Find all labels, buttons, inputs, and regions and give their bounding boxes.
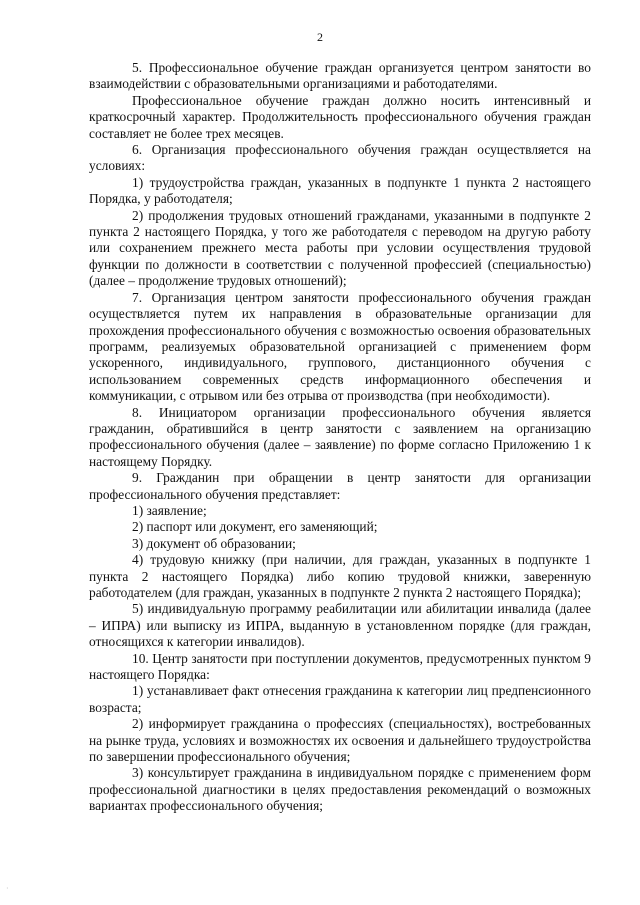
paragraph-8: 8. Инициатором организации профессионального обучения является гражданин, обратившийся в центр занятости с заявлением на организацию профессионального обучения (далее – заявление) по форме согласно Приложению 1 к настоящему Порядку. <box>89 404 591 469</box>
paragraph-6: 6. Организация профессионального обучения граждан осуществляется на условиях: <box>89 142 591 174</box>
paragraph-9: 9. Гражданин при обращении в центр занятости для организации профессионального обучения представляет: <box>89 470 591 502</box>
paragraph-5-continued: Профессиональное обучение граждан должно носить интенсивный и краткосрочный характер. Продолжительность профессионального обучения граждан составляет не более трех месяцев. <box>89 92 591 141</box>
paragraph-9-item-4: 4) трудовую книжку (при наличии, для граждан, указанных в подпункте 1 пункта 2 настоящего Порядка) либо копию трудовой книжки, заверенную работодателем (для граждан, указанных в подпункте 2 пункта 2 настоящего Порядка); <box>89 552 591 600</box>
paragraph-7: 7. Организация центром занятости профессионального обучения граждан осуществляется путем их направления в образовательные организации для прохождения профессионального обучения с возможностью освоения образовательных программ, реализуемых образовательной организацией с применением форм ускоренного, индивидуального, группового, дистанционного обучения с использованием современных средств информационного обеспечения и коммуникации, с отрывом или без отрыва от производства (при необходимости). <box>89 289 591 404</box>
paragraph-9-item-5: 5) индивидуальную программу реабилитации или абилитации инвалида (далее – ИПРА) или выписку из ИПРА, выданную в установленном порядке (для граждан, относящихся к категории инвалидов). <box>89 601 591 650</box>
paragraph-5: 5. Профессиональное обучение граждан организуется центром занятости во взаимодействии с образовательными организациями и работодателями. <box>89 60 591 92</box>
paragraph-10: 10. Центр занятости при поступлении документов, предусмотренных пунктом 9 настоящего Порядка: <box>89 650 591 683</box>
document-body <box>89 60 591 815</box>
paragraph-6-item-2: 2) продолжения трудовых отношений гражданами, указанными в подпункте 2 пункта 2 настоящего Порядка, у того же работодателя с переводом на другую работу или сохранением прежнего места работы при условии осуществления трудовой функции по должности в соответствии с полученной профессией (специальностью) (далее – продолжение трудовых отношений); <box>89 207 591 289</box>
scan-edge-mark: · <box>6 884 9 893</box>
paragraph-9-item-1: 1) заявление; <box>132 502 207 518</box>
paragraph-10-item-3: 3) консультирует гражданина в индивидуальном порядке с применением форм профессиональной диагностики в целях предоставления рекомендаций о возможных вариантах профессионального обучения; <box>89 765 591 814</box>
paragraph-6-item-1: 1) трудоустройства граждан, указанных в подпункте 1 пункта 2 настоящего Порядка, у работодателя; <box>89 174 591 207</box>
paragraph-9-item-3: 3) документ об образовании; <box>132 535 296 551</box>
paragraph-10-item-2: 2) информирует гражданина о профессиях (специальностях), востребованных на рынке труда, условиях и возможностях их освоения и дальнейшего трудоустройства по завершении профессионального обучения; <box>89 716 591 765</box>
paragraph-9-item-2: 2) паспорт или документ, его заменяющий; <box>132 519 378 535</box>
page-number: 2 <box>317 30 323 44</box>
paragraph-10-item-1: 1) устанавливает факт отнесения гражданина к категории лиц предпенсионного возраста; <box>89 683 591 715</box>
